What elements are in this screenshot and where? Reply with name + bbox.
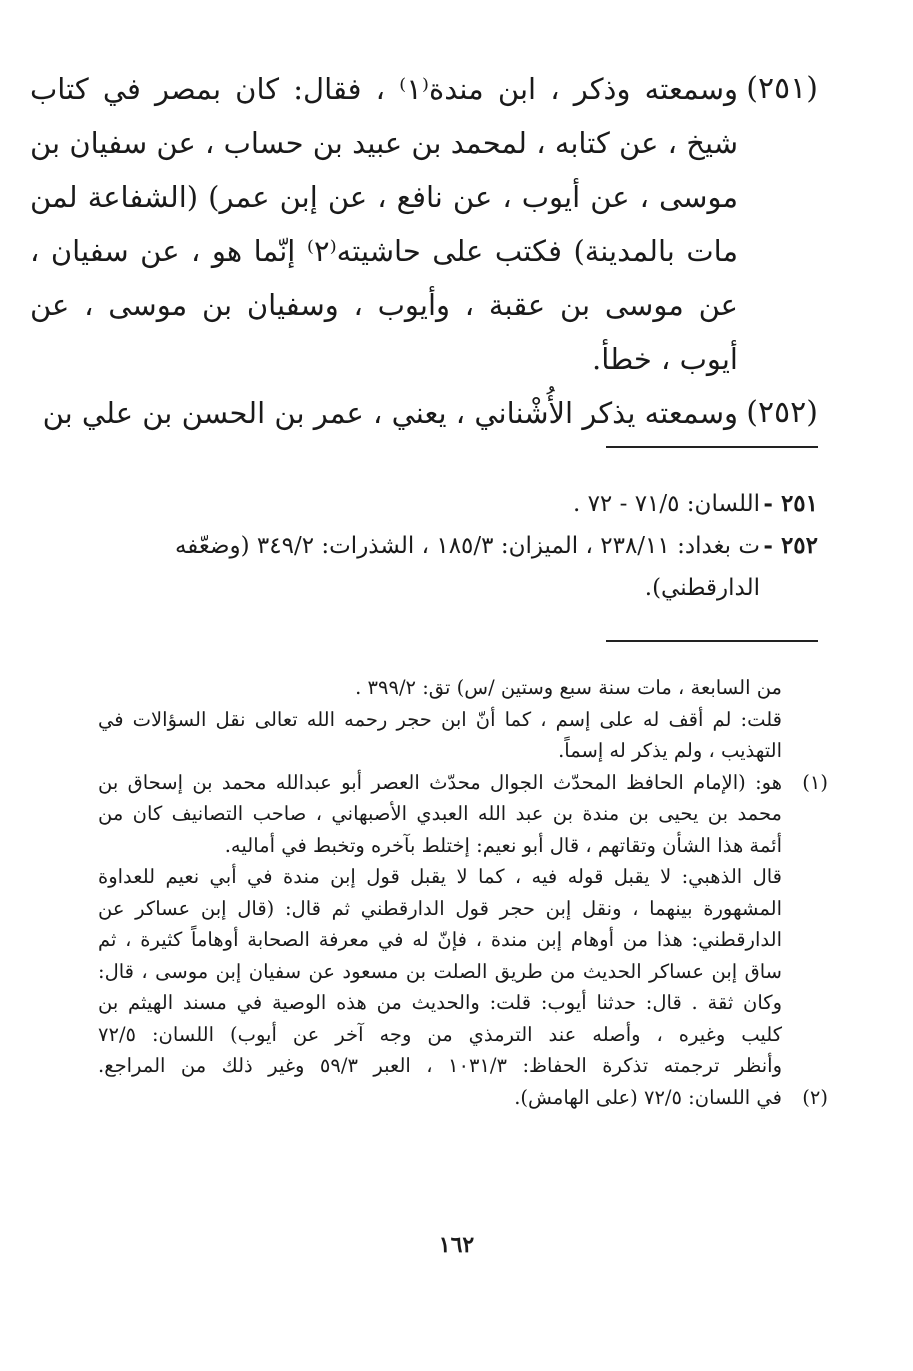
footnote-line: قلت: لم أقف له على إسم ، كما أنّ ابن حجر رحمه الله تعالى نقل السؤالات في <box>98 707 782 731</box>
footnote-line: المشهورة بينهما ، ونقل إبن حجر قول الدارقطني ثم قال: (قال إبن عساكر عن <box>98 896 782 920</box>
main-text <box>29 62 818 440</box>
footnote-line: من السابعة ، مات سنة سبع وستين /س) تق: ٣٩٩/٢ . <box>355 676 782 699</box>
reference-line: اللسان: ٧١/٥ - ٧٢ . <box>572 491 760 517</box>
text-line: وسمعته وذكر ، ابن مندة⁽١⁾ ، فقال: كان بمصر في كتاب <box>29 72 738 106</box>
text-line: وسمعته يذكر الأُشْناني ، يعني ، عمر بن الحسن بن علي بن <box>42 396 738 430</box>
footnote-line: محمد بن يحيى بن مندة بن عبد الله العبدي الأصبهاني ، صاحب التصانيف كان من <box>98 802 782 825</box>
footnote-line: وأنظر ترجمته تذكرة الحفاظ: ١٠٣١/٣ ، العبر ٥٩/٣ وغير ذلك من المراجع. <box>98 1054 782 1077</box>
footnote-line: التهذيب ، ولم يذكر له إسماً. <box>558 739 782 762</box>
footnote-continuation <box>98 672 828 767</box>
footnote-body <box>98 767 782 1082</box>
reference-text <box>118 525 760 609</box>
entry-text <box>30 62 738 386</box>
footnote-line: الدارقطني: هذا من أوهام إبن مندة ، فإنّ له في معرفة الصحابة أوهاماً كثيرة ، ثم <box>98 928 782 951</box>
text-line: شيخ ، عن كتابه ، لمحمد بن عبيد بن حساب ، عن سفيان بن <box>29 126 738 160</box>
text-line: موسى ، عن أيوب ، عن نافع ، عن إبن عمر) (الشفاعة لمن <box>29 180 738 214</box>
footnote-2 <box>98 1082 828 1114</box>
reference-line: ت بغداد: ٢٣٨/١١ ، الميزان: ١٨٥/٣ ، الشذرات: ٣٤٩/٢ (وضعّفه <box>174 533 760 559</box>
reference-line: الدارقطني). <box>644 575 760 601</box>
footnote-body <box>98 1082 782 1114</box>
reference-text <box>118 483 760 525</box>
entry-number: (٢٥١) <box>746 71 818 106</box>
footnote-line: هو: (الإمام الحافظ المحدّث الجوال محدّث العصر أبو عبدالله محمد بن إسحاق بن <box>98 770 782 794</box>
reference-251 <box>118 483 818 525</box>
section-divider <box>606 446 818 448</box>
footnote-line: أئمة هذا الشأن وتقاتهم ، قال أبو نعيم: إختلط بآخره وتخبط في أماليه. <box>224 833 782 857</box>
footnote-number: (١) <box>802 770 828 794</box>
reference-number: ٢٥١ - <box>763 490 818 517</box>
text-line: عن موسى بن عقبة ، وأيوب ، وسفيان بن موسى ، عن <box>29 288 738 322</box>
footnote-line: وكان ثقة . قال: حدثنا أيوب: قلت: والحديث من هذه الوصية في مسند الهيثم بن <box>98 991 782 1014</box>
entry-number: (٢٥٢) <box>746 395 818 430</box>
reference-number: ٢٥٢ - <box>763 532 818 559</box>
footnote-number: (٢) <box>802 1085 828 1109</box>
section-divider <box>606 640 818 642</box>
footnote-line: في اللسان: ٧٢/٥ (على الهامش). <box>514 1085 782 1109</box>
reference-252 <box>118 525 818 609</box>
text-line: أيوب ، خطأ. <box>592 342 738 376</box>
footnotes <box>98 672 828 1113</box>
page-number: ١٦٢ <box>438 1232 475 1258</box>
references <box>118 483 818 609</box>
entry-252 <box>42 386 818 440</box>
entry-text <box>43 386 738 440</box>
footnote-1 <box>98 767 828 1082</box>
footnote-line: كليب وغيره ، وأصله عند الترمذي من وجه آخر عن أيوب) اللسان: ٧٢/٥ <box>98 1022 782 1046</box>
text-line: مات بالمدينة) فكتب على حاشيته⁽٢⁾ إنّما هو ، عن سفيان ، <box>29 234 739 268</box>
footnote-line: قال الذهبي: لا يقبل قوله فيه ، كما لا يقبل قول إبن مندة في أبي نعيم للعداوة <box>98 865 782 888</box>
footnote-line: ساق إبن عساكر الحديث من طريق الصلت بن مسعود عن سفيان إبن موسى ، قال: <box>98 959 782 983</box>
entry-251 <box>29 62 818 386</box>
